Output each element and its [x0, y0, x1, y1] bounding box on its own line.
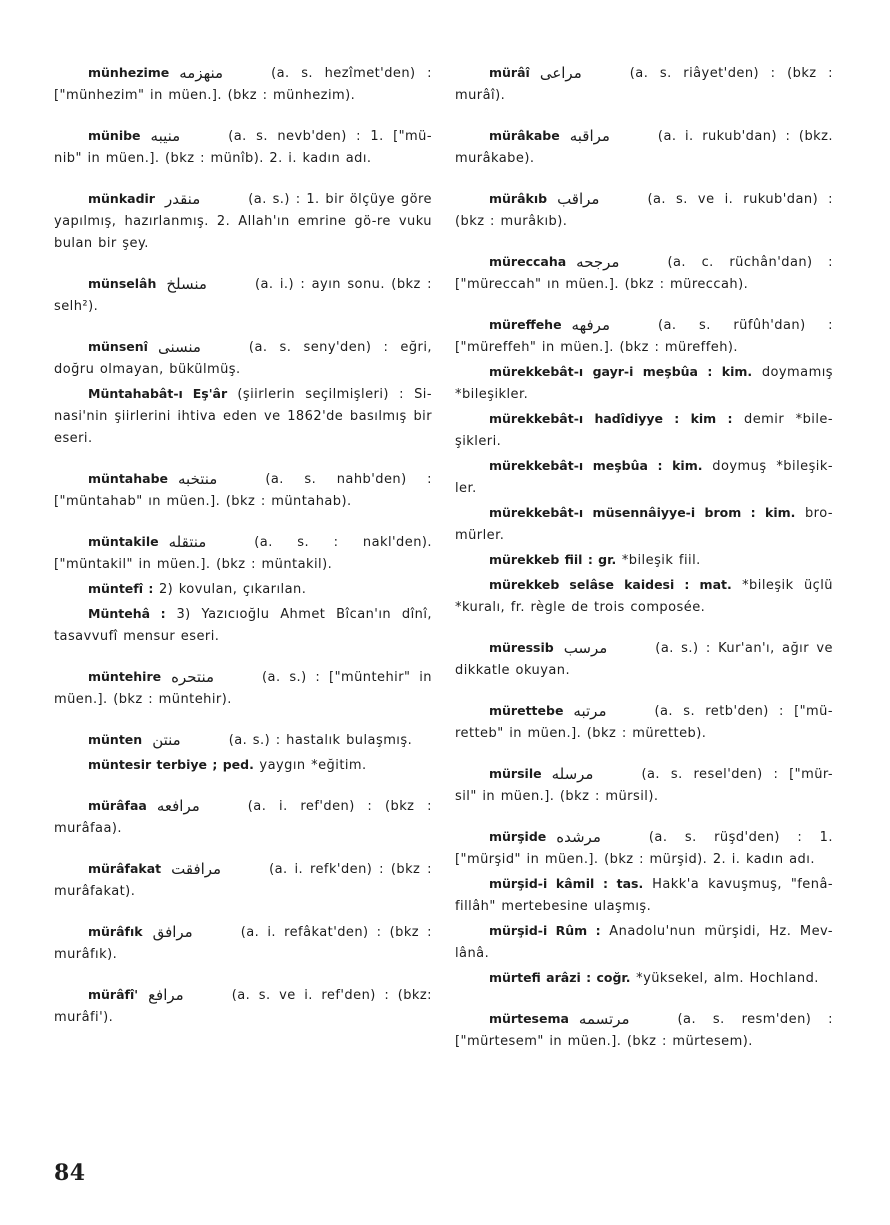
dictionary-entry: [455, 763, 833, 808]
dictionary-entry: [455, 873, 833, 918]
dictionary-entry: [54, 603, 432, 648]
entry-headword: mürâkabe: [489, 128, 560, 143]
entry-definition: (a. i. refk'den) : (bkz : murâfakat).: [54, 862, 432, 899]
entry-arabic-script: مرافق: [152, 923, 193, 941]
entry-definition: (şiirlerin seçilmişleri) : Si-nasi'nin şiirlerini ihtiva eden ve 1862'de basılmış bir eseri.: [54, 387, 432, 446]
right-column: [455, 62, 833, 1053]
dictionary-entry: [54, 795, 432, 840]
entry-definition: (a. i.) : ayın sonu. (bkz : selh²).: [54, 277, 432, 314]
entry-definition: (a. s. nevb'den) : 1. ["mü-nib" in müen.]. (bkz : münîb). 2. i. kadın adı.: [54, 129, 432, 166]
dictionary-entry: [455, 1008, 833, 1053]
dictionary-entry: [455, 125, 833, 170]
dictionary-entry: [54, 754, 432, 777]
dictionary-entry: [54, 858, 432, 903]
dictionary-entry: [455, 549, 833, 572]
entry-headword: mürâfaa: [88, 798, 147, 813]
dictionary-entry: [455, 502, 833, 547]
entry-definition: (a. s. rüşd'den) : 1. ["mürşid" in müen.]. (bkz : mürşid). 2. i. kadın adı.: [455, 830, 833, 867]
entry-arabic-script: مرتبه: [573, 702, 607, 720]
entry-arabic-script: منتن: [152, 731, 181, 749]
entry-headword: münten: [88, 732, 143, 747]
dictionary-entry: [54, 383, 432, 450]
entry-definition: (a. s. : nakl'den). ["müntakil" in müen.]. (bkz : müntakil).: [54, 535, 432, 572]
entry-arabic-script: منتخبه: [178, 470, 218, 488]
dictionary-entry: [455, 574, 833, 619]
dictionary-entry: [455, 314, 833, 359]
entry-headword: münsenî: [88, 339, 148, 354]
entry-arabic-script: مرجحه: [576, 253, 620, 271]
dictionary-entry: [54, 336, 432, 381]
entry-definition: (a. i. refâkat'den) : (bkz : murâfık).: [54, 925, 432, 962]
entry-headword: müntesir terbiye ; ped.: [88, 757, 254, 772]
entry-headword: mürettebe: [489, 703, 564, 718]
entry-arabic-script: مراقبه: [569, 127, 610, 145]
entry-headword: münkadir: [88, 191, 155, 206]
dictionary-entry: [455, 700, 833, 745]
entry-definition: doymamış *bileşikler.: [455, 365, 833, 402]
entry-arabic-script: منقدر: [164, 190, 201, 208]
entry-headword: mürâfî': [88, 987, 139, 1002]
entry-definition: (a. s. hezîmet'den) : ["münhezim" in müen.]. (bkz : münhezim).: [54, 66, 432, 103]
entry-headword: mürşid-i Rûm :: [489, 923, 601, 938]
entry-definition: yaygın *eğitim.: [259, 758, 367, 773]
entry-headword: mürtesema: [489, 1011, 569, 1026]
dictionary-entry: [455, 826, 833, 871]
dictionary-entry: [54, 62, 432, 107]
entry-headword: mürşide: [489, 829, 547, 844]
dictionary-entry: [455, 920, 833, 965]
entry-headword: mürekkebât-ı gayr-i meşbûa : kim.: [489, 364, 753, 379]
entry-definition: bro-mürler.: [455, 506, 833, 543]
entry-headword: Müntehâ :: [88, 606, 166, 621]
entry-headword: mürekkeb fiil : gr.: [489, 552, 617, 567]
entry-headword: mürekkeb selâse kaidesi : mat.: [489, 577, 732, 592]
entry-definition: 3) Yazıcıoğlu Ahmet Bîcan'ın dînî, tasavvufî mensur eseri.: [54, 607, 432, 644]
dictionary-entry: [54, 188, 432, 255]
entry-headword: müreccaha: [489, 254, 567, 269]
entry-arabic-script: مرافعه: [156, 797, 200, 815]
entry-headword: mürâî: [489, 65, 530, 80]
dictionary-entry: [54, 273, 432, 318]
entry-arabic-script: مرشده: [556, 828, 601, 846]
entry-headword: mürekkebât-ı müsennâiyye-i brom : kim.: [489, 505, 796, 520]
dictionary-entry: [455, 408, 833, 453]
entry-definition: 2) kovulan, çıkarılan.: [158, 582, 307, 597]
entry-arabic-script: مرسله: [551, 765, 594, 783]
entry-arabic-script: منسلخ: [166, 275, 207, 293]
entry-definition: (a. s. ve i. rukub'dan) : (bkz : murâkıb).: [455, 192, 833, 229]
entry-definition: Anadolu'nun mürşidi, Hz. Mev-lânâ.: [455, 924, 833, 961]
dictionary-entry: [54, 666, 432, 711]
entry-headword: mürâfık: [88, 924, 143, 939]
entry-definition: (a. s.) : ["müntehir" in müen.]. (bkz : müntehir).: [54, 670, 432, 707]
entry-headword: müressib: [489, 640, 554, 655]
entry-headword: müntehire: [88, 669, 162, 684]
entry-definition: (a. s. retb'den) : ["mü-retteb" in müen.]. (bkz : müretteb).: [455, 704, 833, 741]
dictionary-entry: [54, 984, 432, 1029]
dictionary-entry: [455, 188, 833, 233]
entry-arabic-script: منتقله: [168, 533, 207, 551]
entry-headword: mürşid-i kâmil : tas.: [489, 876, 644, 891]
dictionary-entry: [455, 251, 833, 296]
entry-headword: mürâfakat: [88, 861, 162, 876]
entry-arabic-script: مراعى: [539, 64, 582, 82]
entry-definition: doymuş *bileşik-ler.: [455, 459, 833, 496]
entry-arabic-script: مرسب: [563, 639, 608, 657]
entry-arabic-script: مرتسمه: [578, 1010, 630, 1028]
entry-headword: münhezime: [88, 65, 170, 80]
entry-definition: (a. s.) : Kur'an'ı, ağır ve dikkatle okuyan.: [455, 641, 833, 678]
dictionary-entry: [455, 361, 833, 406]
entry-headword: mürekkebât-ı hadîdiyye : kim :: [489, 411, 733, 426]
entry-arabic-script: منتحره: [171, 668, 215, 686]
entry-headword: mürekkebât-ı meşbûa : kim.: [489, 458, 703, 473]
page-number: 84: [54, 1160, 86, 1186]
entry-arabic-script: مراقب: [557, 190, 600, 208]
entry-headword: mürâkıb: [489, 191, 548, 206]
entry-definition: (a. c. rüchân'dan) : ["müreccah" ın müen.]. (bkz : müreccah).: [455, 255, 833, 292]
entry-definition: *yüksekel, alm. Hochland.: [636, 971, 819, 986]
entry-definition: *bileşik fiil.: [621, 553, 701, 568]
entry-definition: (a. s. rüfûh'dan) : ["müreffeh" in müen.]. (bkz : müreffeh).: [455, 318, 833, 355]
entry-headword: mürtefi arâzi : coğr.: [489, 970, 631, 985]
entry-headword: müntefî :: [88, 581, 154, 596]
entry-definition: (a. s. nahb'den) : ["müntahab" ın müen.]. (bkz : müntahab).: [54, 472, 432, 509]
entry-definition: (a. s. riâyet'den) : (bkz : murâî).: [455, 66, 833, 103]
dictionary-entry: [54, 729, 432, 752]
entry-definition: *bileşik üçlü *kuralı, fr. règle de trois composée.: [455, 578, 833, 615]
entry-arabic-script: منسنى: [157, 338, 201, 356]
entry-definition: (a. i. rukub'dan) : (bkz. murâkabe).: [455, 129, 833, 166]
dictionary-entry: [54, 531, 432, 576]
entry-definition: (a. s. resm'den) : ["mürtesem" in müen.]. (bkz : mürtesem).: [455, 1012, 833, 1049]
entry-arabic-script: مرفهه: [571, 316, 610, 334]
dictionary-entry: [54, 921, 432, 966]
dictionary-entry: [54, 578, 432, 601]
entry-definition: (a. s. resel'den) : ["mür-sil" in müen.]. (bkz : mürsil).: [455, 767, 833, 804]
entry-headword: münselâh: [88, 276, 157, 291]
dictionary-entry: [455, 455, 833, 500]
entry-headword: müntahabe: [88, 471, 168, 486]
dictionary-entry: [54, 125, 432, 170]
entry-headword: mürsile: [489, 766, 542, 781]
entry-definition: (a. s.) : hastalık bulaşmış.: [228, 733, 413, 748]
entry-headword: münibe: [88, 128, 141, 143]
entry-headword: müntakile: [88, 534, 159, 549]
dictionary-entry: [455, 637, 833, 682]
entry-arabic-script: منيبه: [150, 127, 181, 145]
entry-arabic-script: منهزمه: [179, 64, 224, 82]
entry-arabic-script: مرافقت: [171, 860, 222, 878]
entry-headword: Müntahabât-ı Eş'âr: [88, 386, 228, 401]
entry-definition: (a. s. seny'den) : eğri, doğru olmayan, bükülmüş.: [54, 340, 432, 377]
entry-headword: müreffehe: [489, 317, 562, 332]
entry-arabic-script: مرافع: [148, 986, 184, 1004]
entry-definition: Hakk'a kavuşmuş, "fenâ-fillâh" mertebesine ulaşmış.: [455, 877, 834, 914]
entry-definition: (a. s. ve i. ref'den) : (bkz: murâfi').: [54, 988, 432, 1025]
left-column: [54, 62, 432, 1029]
entry-definition: (a. s.) : 1. bir ölçüye göre yapılmış, hazırlanmış. 2. Allah'ın emrine gö-re vuku bulan bir şey.: [54, 192, 432, 251]
dictionary-entry: [455, 62, 833, 107]
entry-definition: demir *bile-şikleri.: [455, 412, 833, 449]
dictionary-entry: [54, 468, 432, 513]
entry-definition: (a. i. ref'den) : (bkz : murâfaa).: [54, 799, 432, 836]
dictionary-entry: [455, 967, 833, 990]
